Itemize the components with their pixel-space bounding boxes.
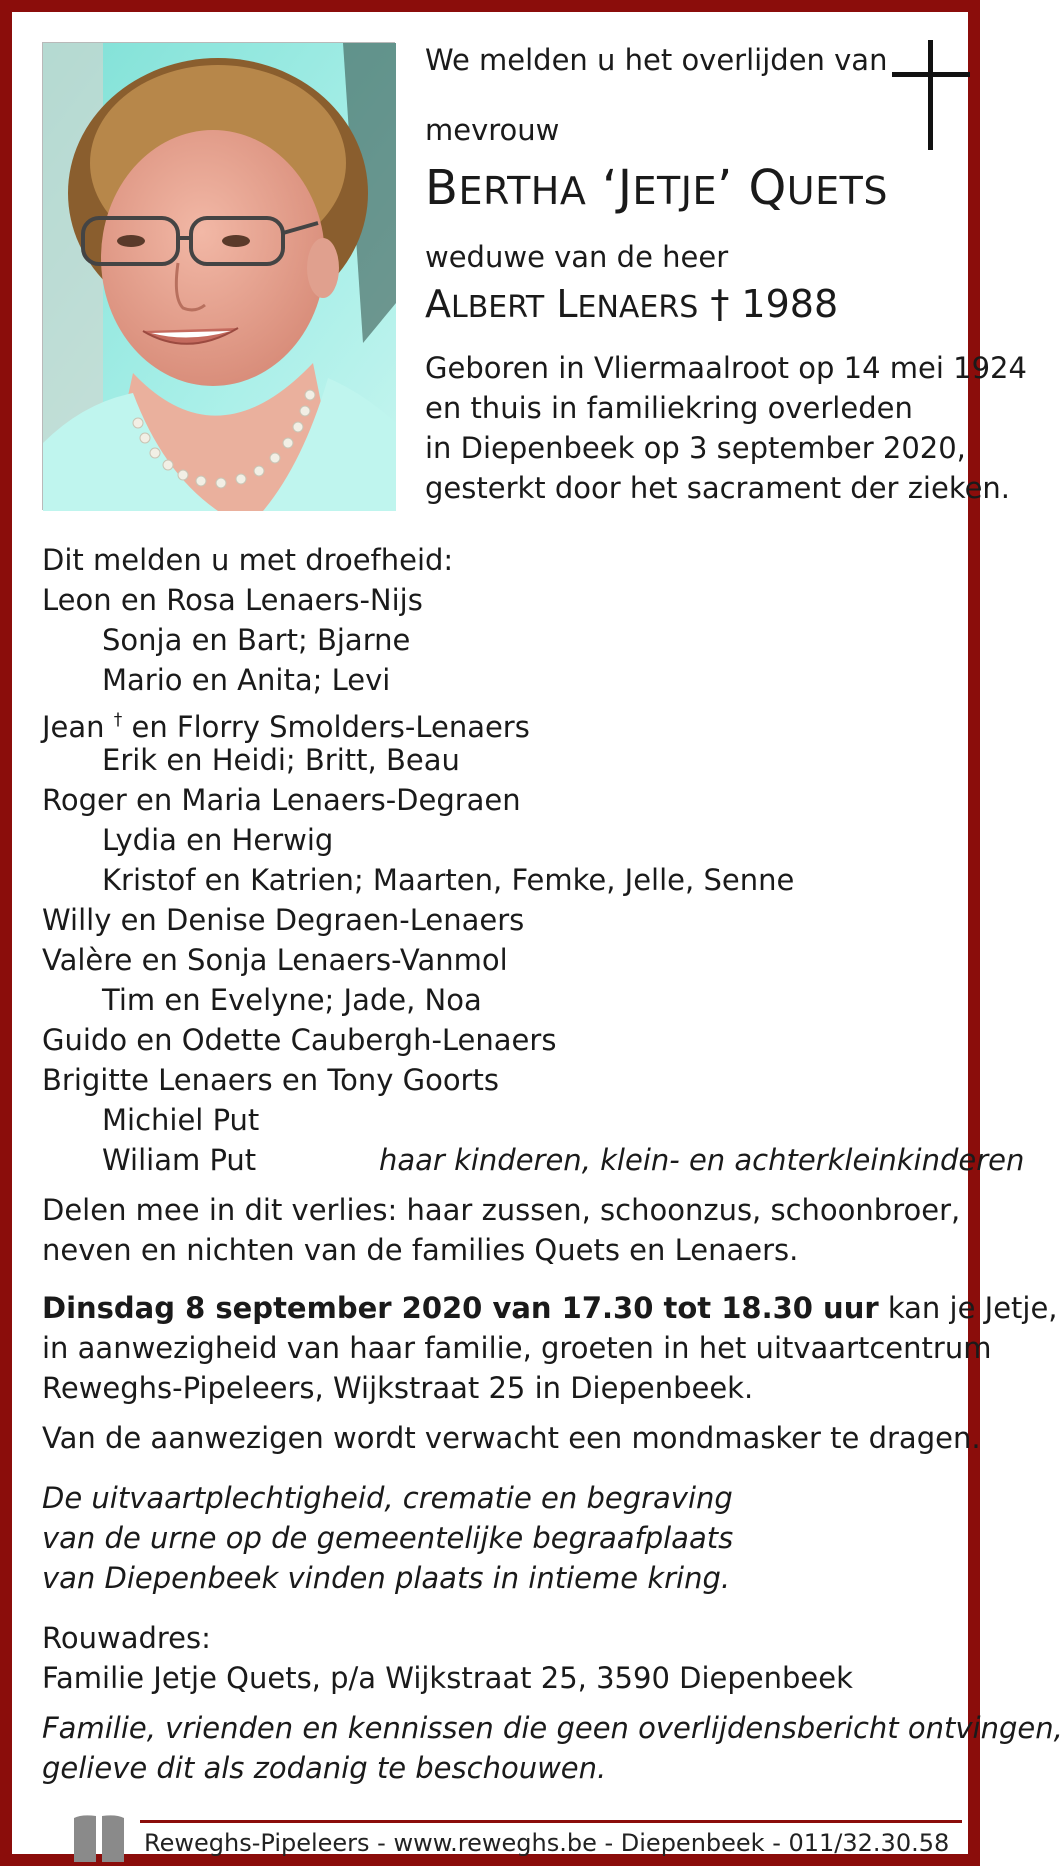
family-line: Brigitte Lenaers en Tony Goorts	[42, 1063, 499, 1097]
family-line: Jean † en Florry Smolders-Lenaers	[42, 710, 530, 744]
family-line: Leon en Rosa Lenaers-Nijs	[42, 583, 423, 617]
bio-line-2: en thuis in familiekring overleden	[425, 391, 913, 425]
share-line-1: Delen mee in dit verlies: haar zussen, schoonzus, schoonbroer,	[42, 1193, 961, 1227]
funeral-home-logo-icon	[72, 1812, 126, 1862]
address-label: Rouwadres:	[42, 1621, 211, 1655]
intro-line-2: mevrouw	[425, 113, 560, 147]
family-line: Roger en Maria Lenaers-Degraen	[42, 783, 521, 817]
intro-line-1: We melden u het overlijden van	[425, 43, 888, 77]
bio-line-3: in Diepenbeek op 3 september 2020,	[425, 431, 966, 465]
family-line: Kristof en Katrien; Maarten, Femke, Jelle, Senne	[102, 863, 795, 897]
family-line: Willy en Denise Degraen-Lenaers	[42, 903, 525, 937]
family-line: Lydia en Herwig	[102, 823, 334, 857]
family-line: Tim en Evelyne; Jade, Noa	[102, 983, 482, 1017]
family-intro: Dit melden u met droefheid:	[42, 543, 454, 577]
portrait-photo	[42, 42, 395, 510]
family-line: Valère en Sonja Lenaers-Vanmol	[42, 943, 508, 977]
notice-line-2: gelieve dit als zodanig te beschouwen.	[42, 1751, 607, 1785]
deceased-name: BERTHA ‘JETJE’ QUETS	[425, 160, 888, 216]
footer-divider	[140, 1820, 962, 1823]
widow-label: weduwe van de heer	[425, 240, 729, 274]
address-value: Familie Jetje Quets, p/a Wijkstraat 25, 3590 Diepenbeek	[42, 1661, 853, 1695]
family-line: Erik en Heidi; Britt, Beau	[102, 743, 460, 777]
latin-cross-icon	[892, 40, 972, 150]
family-line: Sonja en Bart; Bjarne	[102, 623, 411, 657]
visit-line-3: Reweghs-Pipeleers, Wijkstraat 25 in Diepenbeek.	[42, 1371, 754, 1405]
footer-text: Reweghs-Pipeleers - www.reweghs.be - Diepenbeek - 011/32.30.58	[144, 1829, 950, 1857]
ceremony-line-1: De uitvaartplechtigheid, crematie en begraving	[42, 1481, 733, 1515]
bio-line-1: Geboren in Vliermaalroot op 14 mei 1924	[425, 351, 1027, 385]
bio-line-4: gesterkt door het sacrament der zieken.	[425, 471, 1011, 505]
family-caption: haar kinderen, klein- en achterkleinkinderen	[379, 1143, 1025, 1177]
family-line: Wiliam Put	[102, 1143, 257, 1177]
family-line: Mario en Anita; Levi	[102, 663, 391, 697]
husband-name: ALBERT LENAERS † 1988	[425, 282, 839, 326]
visit-line-2: in aanwezigheid van haar familie, groeten in het uitvaartcentrum	[42, 1331, 992, 1365]
family-line: Michiel Put	[102, 1103, 260, 1137]
share-line-2: neven en nichten van de families Quets en Lenaers.	[42, 1233, 799, 1267]
ceremony-line-3: van Diepenbeek vinden plaats in intieme kring.	[42, 1561, 731, 1595]
family-line: Guido en Odette Caubergh-Lenaers	[42, 1023, 557, 1057]
mask-notice: Van de aanwezigen wordt verwacht een mondmasker te dragen.	[42, 1421, 981, 1455]
ceremony-line-2: van de urne op de gemeentelijke begraafplaats	[42, 1521, 734, 1555]
notice-line-1: Familie, vrienden en kennissen die geen overlijdensbericht ontvingen,	[42, 1711, 1063, 1745]
visit-line-1: Dinsdag 8 september 2020 van 17.30 tot 18.30 uur kan je Jetje,	[42, 1291, 1058, 1325]
